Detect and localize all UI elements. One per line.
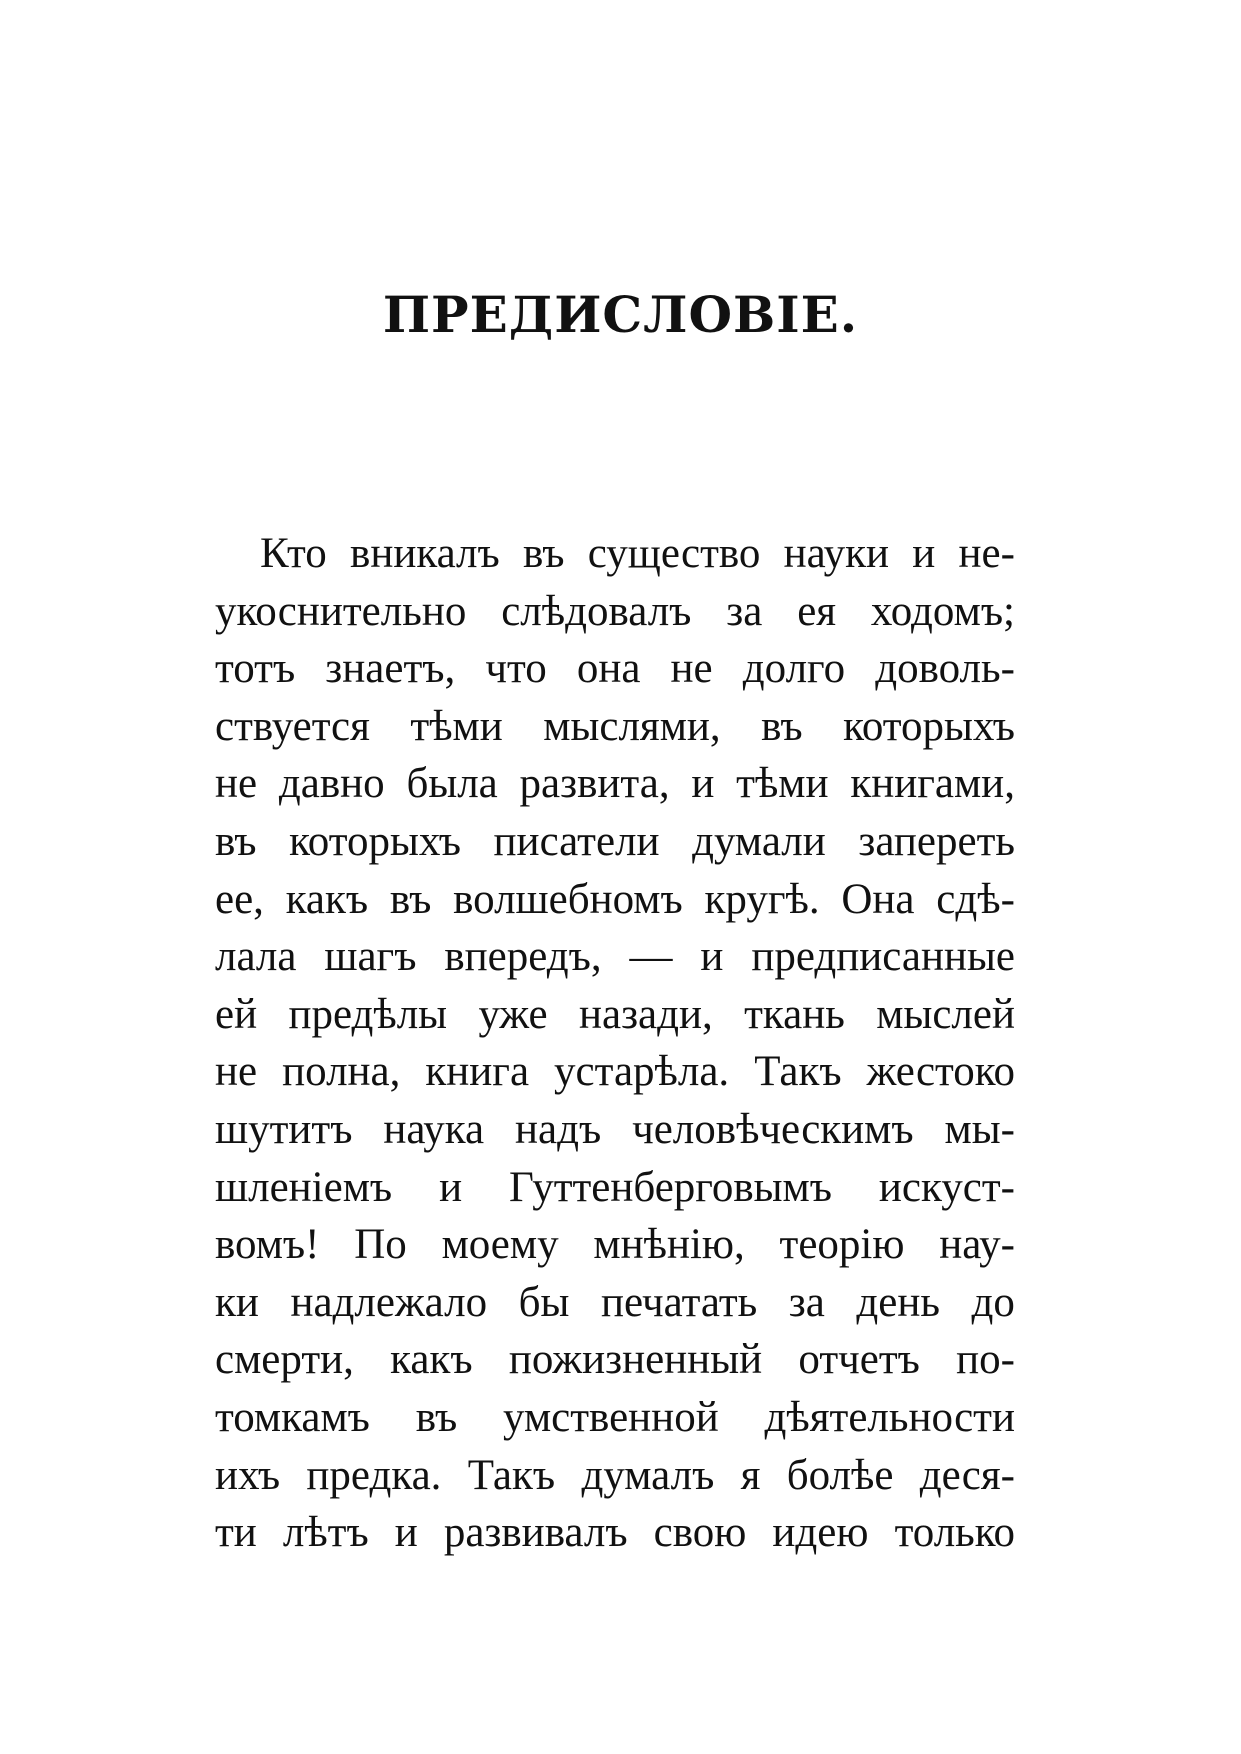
word: день bbox=[856, 1278, 940, 1326]
word: книгами, bbox=[850, 760, 1015, 808]
word: шагъ bbox=[324, 933, 417, 981]
word: тѣми bbox=[736, 760, 829, 808]
text-line bbox=[215, 813, 1015, 871]
word: жестоко bbox=[866, 1048, 1015, 1096]
word: и bbox=[394, 1509, 418, 1557]
word: моему bbox=[441, 1221, 559, 1269]
word: пожизненный bbox=[508, 1336, 763, 1384]
word: мыслей bbox=[876, 990, 1015, 1038]
word: слѣдовалъ bbox=[501, 587, 692, 635]
text-line bbox=[215, 698, 1015, 756]
word: за bbox=[726, 587, 763, 635]
word: ки bbox=[215, 1278, 259, 1326]
word: ходомъ; bbox=[870, 587, 1015, 635]
word: до bbox=[971, 1278, 1015, 1326]
word: шленіемъ bbox=[215, 1163, 393, 1211]
word: ткань bbox=[744, 990, 845, 1038]
word: впередъ, bbox=[444, 933, 602, 981]
word: искуст- bbox=[878, 1163, 1015, 1211]
word: Такъ bbox=[754, 1048, 842, 1096]
word: лѣтъ bbox=[282, 1509, 369, 1557]
word: надъ bbox=[514, 1105, 602, 1153]
text-line bbox=[215, 1159, 1015, 1217]
word: ей bbox=[215, 990, 258, 1038]
word: тотъ bbox=[215, 645, 296, 693]
word: бы bbox=[518, 1278, 570, 1326]
word: которыхъ bbox=[289, 817, 461, 865]
word: за bbox=[788, 1278, 825, 1326]
word: смерти, bbox=[215, 1336, 354, 1384]
word: Такъ bbox=[467, 1451, 556, 1499]
word: — bbox=[629, 933, 673, 981]
word: ти bbox=[215, 1509, 257, 1557]
word: книга bbox=[425, 1048, 530, 1096]
word: была bbox=[406, 760, 498, 808]
word: ствуется bbox=[215, 702, 370, 750]
word: свою bbox=[653, 1509, 747, 1557]
word: вникалъ bbox=[350, 530, 500, 577]
word: мыслями, bbox=[543, 702, 721, 750]
word: и bbox=[700, 933, 724, 981]
word: лала bbox=[215, 933, 297, 981]
word: какъ bbox=[390, 1336, 473, 1384]
word: писатели bbox=[493, 817, 660, 865]
text-line bbox=[215, 640, 1015, 698]
word: что bbox=[485, 645, 547, 693]
word: дѣятельности bbox=[764, 1393, 1015, 1441]
word: предписанные bbox=[751, 933, 1015, 981]
word: болѣе bbox=[786, 1451, 894, 1499]
word: науки bbox=[783, 530, 889, 577]
word: предка. bbox=[306, 1451, 442, 1499]
word: которыхъ bbox=[843, 702, 1015, 750]
text-line bbox=[215, 1216, 1015, 1274]
word: нау- bbox=[939, 1221, 1015, 1269]
word: развивалъ bbox=[443, 1509, 628, 1557]
word: долго bbox=[742, 645, 846, 693]
word: думали bbox=[692, 817, 826, 865]
word: запереть bbox=[858, 817, 1015, 865]
word: томкамъ bbox=[215, 1393, 370, 1441]
word: и bbox=[439, 1163, 463, 1211]
word: не bbox=[215, 760, 258, 808]
word: развита, bbox=[519, 760, 670, 808]
word: давно bbox=[278, 760, 385, 808]
body-text bbox=[215, 525, 1015, 1562]
text-line bbox=[215, 871, 1015, 929]
text-line bbox=[215, 1447, 1015, 1505]
word: Она bbox=[841, 875, 915, 923]
word: тѣми bbox=[410, 702, 503, 750]
word: Гуттенберговымъ bbox=[508, 1163, 832, 1211]
word: ее, bbox=[215, 875, 264, 923]
word: въ bbox=[523, 530, 565, 577]
word: теорію bbox=[779, 1221, 905, 1269]
text-line bbox=[215, 986, 1015, 1044]
word: въ bbox=[761, 702, 803, 750]
word: полна, bbox=[282, 1048, 401, 1096]
word: и bbox=[691, 760, 715, 808]
word: наука bbox=[383, 1105, 485, 1153]
word: укоснительно bbox=[215, 587, 467, 635]
word: доволь- bbox=[875, 645, 1015, 693]
word: идею bbox=[772, 1509, 869, 1557]
word: печатать bbox=[600, 1278, 758, 1326]
text-line bbox=[215, 928, 1015, 986]
page-title: ПРЕДИСЛОВІЕ. bbox=[382, 285, 859, 344]
word: мы- bbox=[944, 1105, 1015, 1153]
word: существо bbox=[587, 530, 761, 577]
word: знаетъ, bbox=[325, 645, 456, 693]
word: предѣлы bbox=[288, 990, 448, 1038]
text-line bbox=[215, 755, 1015, 813]
text-line bbox=[215, 1101, 1015, 1159]
word: по- bbox=[956, 1336, 1015, 1384]
word: она bbox=[576, 645, 641, 693]
text-line bbox=[215, 1274, 1015, 1332]
word: устарѣла. bbox=[554, 1048, 730, 1096]
word: только bbox=[894, 1509, 1015, 1557]
word: не bbox=[215, 1048, 258, 1096]
text-line bbox=[215, 1043, 1015, 1101]
text-line bbox=[215, 525, 1015, 583]
word: мнѣнію, bbox=[593, 1221, 745, 1269]
text-line bbox=[215, 583, 1015, 641]
word: По bbox=[354, 1221, 407, 1269]
word: человѣческимъ bbox=[632, 1105, 914, 1153]
word: умственной bbox=[503, 1393, 719, 1441]
word: уже bbox=[478, 990, 548, 1038]
word: въ bbox=[415, 1393, 458, 1441]
word: назади, bbox=[578, 990, 713, 1038]
word: въ bbox=[389, 875, 432, 923]
word: и bbox=[912, 530, 936, 577]
word: не bbox=[670, 645, 713, 693]
word: ея bbox=[797, 587, 837, 635]
text-line bbox=[215, 1504, 1015, 1562]
word: волшебномъ bbox=[453, 875, 683, 923]
word: вомъ! bbox=[215, 1221, 320, 1269]
word: сдѣ- bbox=[936, 875, 1015, 923]
word: ихъ bbox=[215, 1451, 281, 1499]
word: деся- bbox=[919, 1451, 1015, 1499]
word: въ bbox=[215, 817, 257, 865]
word: Кто bbox=[260, 530, 327, 577]
word: кругѣ. bbox=[704, 875, 820, 923]
word: я bbox=[740, 1451, 761, 1499]
text-line bbox=[215, 1331, 1015, 1389]
word: не- bbox=[958, 530, 1015, 577]
word: надлежало bbox=[290, 1278, 488, 1326]
word: шутитъ bbox=[215, 1105, 353, 1153]
word: какъ bbox=[285, 875, 369, 923]
word: отчетъ bbox=[798, 1336, 920, 1384]
text-line bbox=[215, 1389, 1015, 1447]
word: думалъ bbox=[581, 1451, 715, 1499]
